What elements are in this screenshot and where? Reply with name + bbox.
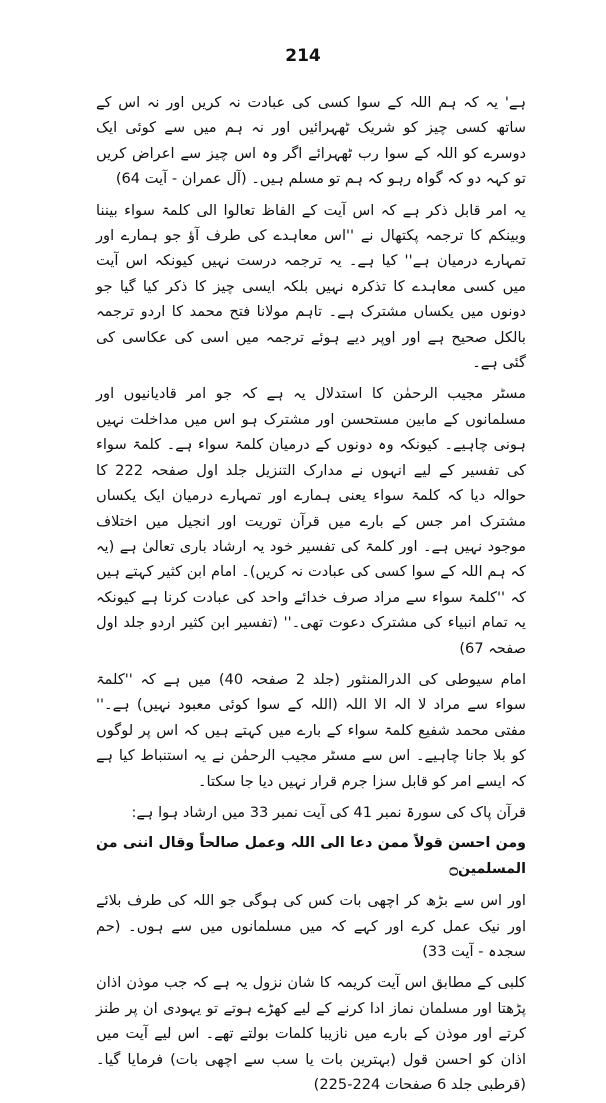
- paragraph: ہے' یہ کہ ہم اللہ کے سوا کسی کی عبادت نہ کریں اور نہ اس کے ساتھ کسی چیز کو شریک ٹھہرائیں اور نہ ہم میں سے کوئی ایک دوسرے کو اللہ کے سوا رب ٹھہرائے اگر وہ اس چیز سے اعراض کریں تو کہہ دو کہ گواہ رہو کہ ہم تو مسلم ہیں۔ (آل عمران - آیت 64): [96, 94, 526, 188]
- page-body: [96, 90, 526, 1103]
- quran-verse: ومن احسن قولاً ممن دعا الی اللہ وعمل صالحاً وقال اننی من المسلمین۝: [96, 835, 526, 877]
- paragraph: امام سیوطی کی الدرالمنثور (جلد 2 صفحہ 40) میں ہے کہ ''کلمۃ سواء سے مراد لا الہ الا اللہ (اللہ کے سوا کوئی معبود نہیں) ہے۔'' مفتی محمد شفیع کلمۃ سواء کے بارے میں کہتے ہیں کہ اس پر لوگوں کو بلا جانا چاہیے۔ اس سے مسٹر مجیب الرحمٰن نے یہ استنباط کیا ہے کہ ایسے امر کو قابل سزا جرم قرار نہیں دیا جا سکتا۔: [96, 670, 526, 790]
- paragraph: قرآن پاک کی سورۃ نمبر 41 کی آیت نمبر 33 میں ارشاد ہوا ہے:: [131, 803, 526, 821]
- paragraph: اور اس سے بڑھ کر اچھی بات کس کی ہوگی جو اللہ کی طرف بلائے اور نیک عمل کرے اور کہے کہ میں مسلمانوں میں سے ہوں۔ (حم سجدہ - آیت 33): [96, 892, 526, 960]
- paragraph: یہ امر قابل ذکر ہے کہ اس آیت کے الفاظ تعالوا الی کلمۃ سواء بیننا وبینکم کا ترجمہ پکتھال نے ''اس معاہدے کی طرف آؤ جو ہمارے اور تمہارے درمیان ہے'' کیا ہے۔ یہ ترجمہ درست نہیں کیونکہ اس آیت میں کسی معاہدے کا تذکرہ نہیں بلکہ ایسی چیز کا ذکر کیا گیا جو دونوں میں یکساں مشترک ہے۔ تاہم مولانا فتح محمد کا اردو ترجمہ بالکل صحیح ہے اور اوپر دیے ہوئے ترجمہ میں اسی کی عکاسی کی گئی ہے۔: [96, 201, 526, 372]
- paragraph: کلبی کے مطابق اس آیت کریمہ کا شان نزول یہ ہے کہ جب موذن اذان پڑھتا اور مسلمان نماز ادا کرنے کے لیے کھڑے ہوتے تو یہودی ان پر طنز کرتے اور موذن کے بارے میں نازیبا کلمات بولتے تھے۔ اس لیے آیت میں اذان کو احسن قول (بہترین بات یا سب سے اچھی بات) فرمایا گیا۔ (قرطبی جلد 6 صفحات 224-225): [96, 974, 526, 1094]
- paragraph: مسٹر مجیب الرحمٰن کا استدلال یہ ہے کہ جو امر قادیانیوں اور مسلمانوں کے مابین مستحسن اور مشترک ہو اس میں مداخلت نہیں ہونی چاہیے۔ کیونکہ وہ دونوں کے درمیان کلمۃ سواء ہے۔ کلمۃ سواء کی تفسیر کے لیے انہوں نے مدارک التنزیل جلد اول صفحہ 222 کا حوالہ دیا کہ کلمۃ سواء یعنی ہمارے اور تمہارے درمیان ایک یکساں مشترک امر جس کے بارے میں قرآن توریت اور انجیل میں اختلاف موجود نہیں ہے۔ اور کلمۃ کی تفسیر خود یہ ارشاد باری تعالیٰ ہے (یہ کہ ہم اللہ کے سوا کسی کی عبادت نہ کریں)۔ امام ابن کثیر کہتے ہیں کہ ''کلمۃ سواء سے مراد صرف خدائے واحد کی عبادت کرنا ہے کیونکہ یہ تمام انبیاء کی مشترک دعوت تھی۔'' (تفسیر ابن کثیر اردو جلد اول صفحہ 67): [96, 385, 526, 657]
- page-number: 214: [285, 46, 321, 66]
